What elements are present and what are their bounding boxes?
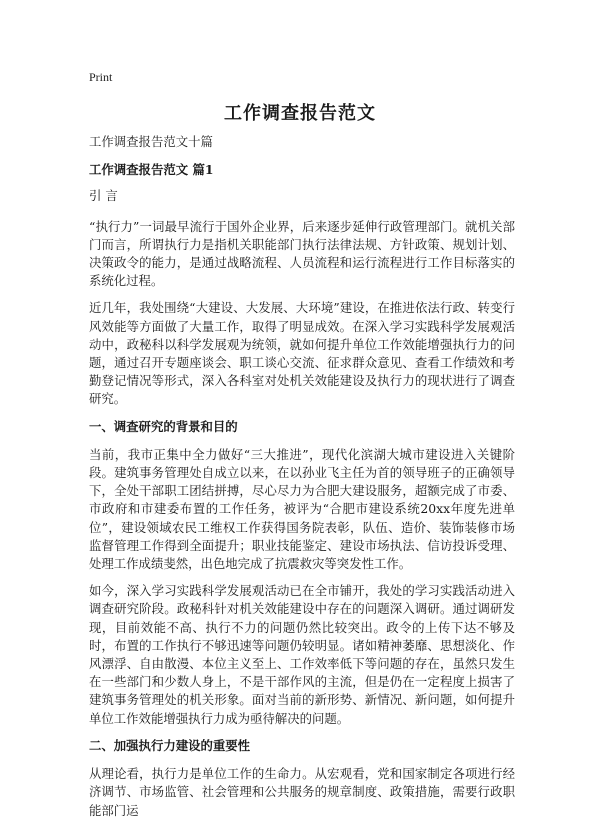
page-title: 工作调查报告范文 (224, 103, 376, 124)
document-subtitle: 工作调查报告范文十篇 (89, 134, 213, 149)
paragraph: 如今，深入学习实践科学发展观活动已在全市铺开，我处的学习实践活动进入调查研究阶段。政秘科针对机关效能建设中存在的问题深入调研。通过调研发现，目前效能不高、执行不力的问题仍然比较突出。政令的上传下达不够及时，布置的工作执行不够迅速等问题仍较明显。诸如精神萎靡、思想淡化、作风漂浮、自由散漫、本位主义至上、工作效率低下等问题的存在，虽然只发生在一些部门和少数人身上，不是干部作风的主流，但是仍在一定程度上损害了建筑事务管理处的机关形象。面对当前的新形势、新情况、新问题，如何提升单位工作效能增强执行力成为亟待解决的问题。 (89, 583, 515, 726)
paragraph: 近几年，我处围绕“大建设、大发展、大环境”建设，在推进依法行政、转变行风效能等方面做了大量工作，取得了明显成效。在深入学习实践科学发展观活动中，政秘科以科学发展观为统领，就如何提升单位工作效能增强执行力的问题，通过召开专题座谈会、职工谈心交流、征求群众意见、查看工作绩效和考勤登记情况等形式，深入各科室对处机关效能建设及执行力的现状进行了调查研究。 (89, 300, 515, 407)
article-heading: 工作调查报告范文 篇1 (89, 162, 214, 178)
print-label: Print (89, 70, 113, 84)
intro-heading: 引 言 (89, 188, 118, 204)
paragraph: 当前，我市正集中全力做好“三大推进”，现代化滨湖大城市建设进入关键阶段。建筑事务管理处自成立以来，在以孙业飞主任为首的领导班子的正确领导下，全处干部职工团结拼搏，尽心尽力为合肥大建设服务，超额完成了市委、市政府和市建委布置的工作任务，被评为“合肥市建设系统20xx年度先进单位”，建设领域农民工维权工作获得国务院表彰，队伍、造价、装饰装修市场监督管理工作得到全面提升；职业技能鉴定、建设市场执法、信访投诉受理、处理工作成绩斐然，出色地完成了抗震救灾等突发性工作。 (89, 446, 515, 572)
document-body (89, 133, 515, 829)
paragraph: “执行力”一词最早流行于国外企业界，后来逐步延伸行政管理部门。就机关部门而言，所谓执行力是指机关职能部门执行法律法规、方针政策、规划计划、决策政令的能力，是通过战略流程、人员流程和运行流程进行工作目标落实的系统化过程。 (89, 218, 515, 289)
section-heading: 二、加强执行力建设的重要性 (89, 737, 251, 753)
section-heading: 一、调查研究的背景和目的 (89, 418, 238, 434)
paragraph: 从理论看，执行力是单位工作的生命力。从宏观看，党和国家制定各项进行经济调节、市场监管、社会管理和公共服务的规章制度、政策措施，需要行政职能部门运 (89, 766, 515, 818)
